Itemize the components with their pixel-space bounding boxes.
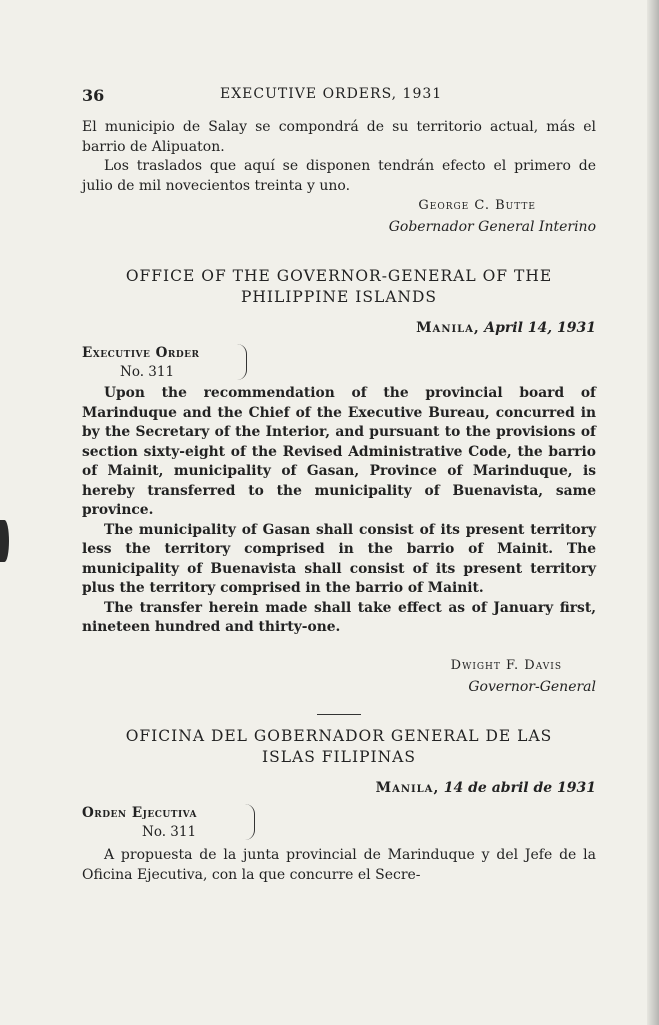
page-number: 36 <box>82 86 105 105</box>
office-title-line2: ISLAS FILIPINAS <box>262 748 416 766</box>
order-number: No. 311 <box>120 364 175 380</box>
paragraph: Upon the recommendation of the provincial board of Marinduque and the Chief of the Executive Bureau, concurred in by the Secretary of the Interior, and pursuant to the provisions of section sixty-eight of the Revised Administrative Code, the barrio of Mainit, municipality of Gasan, Province of Marinduque, is hereby transferred to the municipality of Buenavista, same province. <box>82 385 596 518</box>
paragraph: The transfer herein made shall take effect as of January first, nineteen hundred and thirty-one. <box>82 599 596 635</box>
paragraph: Los traslados que aquí se disponen tendrán efecto el primero de julio de mil novecientos treinta y uno. <box>82 158 596 194</box>
brace-mark <box>244 804 255 840</box>
paragraph: A propuesta de la junta provincial de Marinduque y del Jefe de la Oficina Ejecutiva, con la que concurre el Secre- <box>82 847 596 883</box>
section-divider <box>82 714 596 715</box>
binding-hole-mark <box>0 520 9 562</box>
dateline-date: 14 de abril de 1931 <box>443 780 596 796</box>
office-title-line1: OFICINA DEL GOBERNADOR GENERAL DE LAS <box>125 727 553 745</box>
dateline-place: Manila, <box>375 780 440 796</box>
order-label: Orden Ejecutiva <box>82 805 197 821</box>
signature-title: Gobernador General Interino <box>388 219 596 235</box>
running-title: EXECUTIVE ORDERS, 1931 <box>220 86 443 102</box>
office-heading-spanish <box>82 726 596 768</box>
spanish-continuation <box>82 118 596 238</box>
office-heading-english <box>82 266 596 308</box>
paragraph: El municipio de Salay se compondrá de su territorio actual, más el barrio de Alipuaton. <box>82 119 596 155</box>
order-identifier-english <box>82 344 596 382</box>
order-label: Executive Order <box>82 345 200 361</box>
page-edge-shadow <box>647 0 659 1025</box>
dateline-spanish <box>82 778 596 798</box>
paragraph: The municipality of Gasan shall consist of its present territory less the territory comprised in the barrio of Mainit. The municipality of Buenavista shall consist of its present territory plus the territory comprised in the barrio of Mainit. <box>82 521 596 596</box>
dateline-english <box>82 318 596 338</box>
signature-name: Dwight F. Davis <box>450 658 562 673</box>
page-header <box>82 86 596 108</box>
order-identifier-spanish <box>82 804 596 842</box>
order-number: No. 311 <box>142 824 197 840</box>
spanish-order-body <box>82 846 596 885</box>
signature-title: Governor-General <box>468 679 596 695</box>
english-signature <box>82 656 596 698</box>
office-title-line1: OFFICE OF THE GOVERNOR-GENERAL OF THE <box>125 267 553 285</box>
dateline-place: Manila, <box>416 320 480 336</box>
divider-rule <box>317 714 361 715</box>
signature-name: George C. Butte <box>418 198 536 213</box>
office-title-line2: PHILIPPINE ISLANDS <box>240 288 438 306</box>
dateline-date: April 14, 1931 <box>484 320 596 336</box>
english-order-body <box>82 384 596 638</box>
brace-mark <box>236 344 247 380</box>
